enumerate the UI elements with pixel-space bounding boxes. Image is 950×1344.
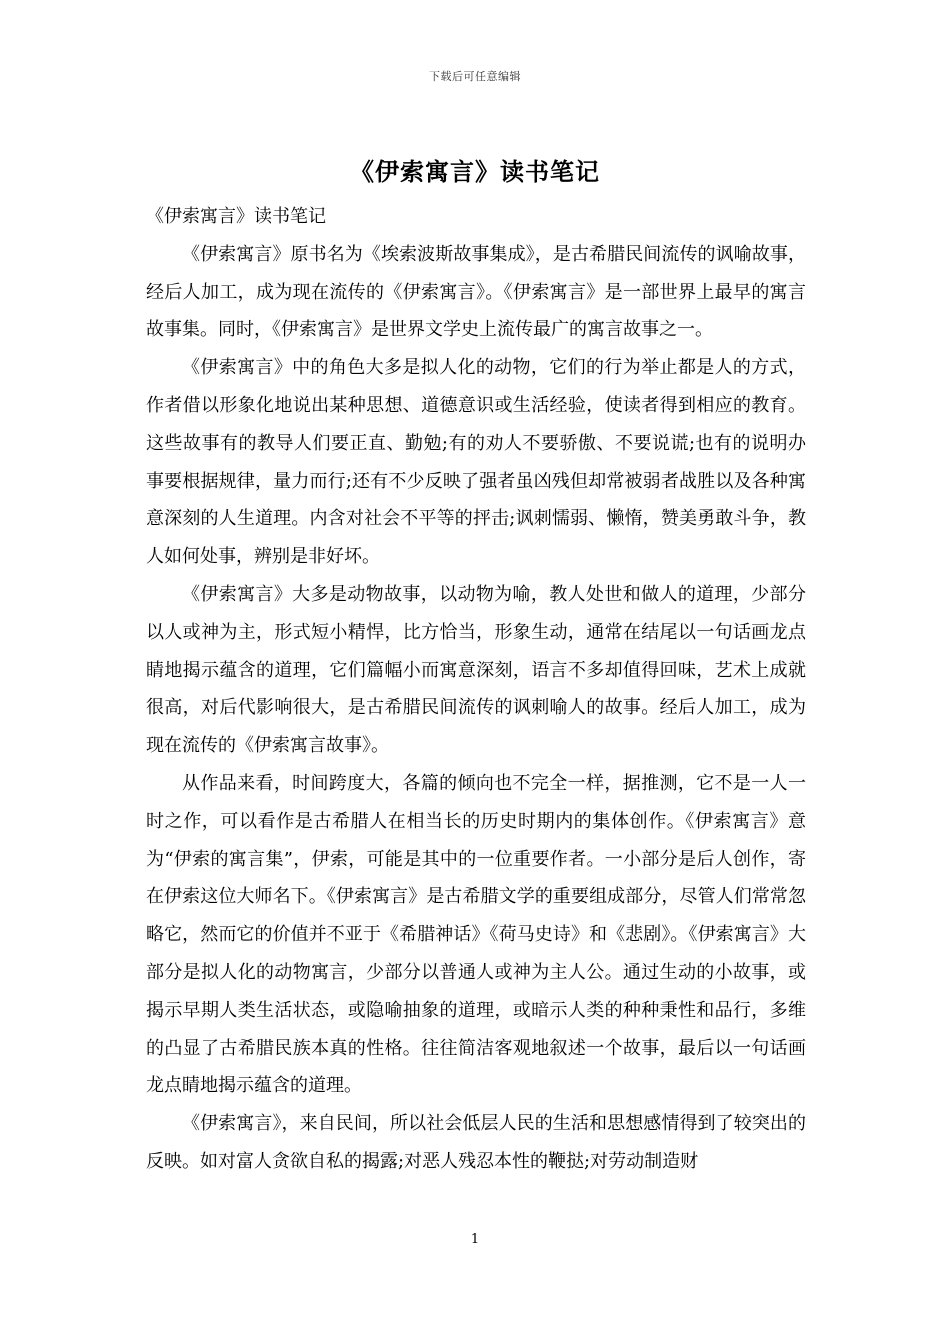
page-number: 1: [470, 1232, 480, 1247]
paragraph: 《伊索寓言》原书名为《埃索波斯故事集成》，是古希腊民间流传的讽喻故事，经后人加工，成为现在流传的《伊索寓言》。《伊索寓言》是一部世界上最早的寓言故事集。同时，《伊索寓言》是世界文学史上流传最广的寓言故事之一。: [146, 243, 806, 341]
paragraph: 《伊索寓言》中的角色大多是拟人化的动物，它们的行为举止都是人的方式，作者借以形象化地说出某种思想、道德意识或生活经验，使读者得到相应的教育。这些故事有的教导人们要正直、勤勉;有的劝人不要骄傲、不要说谎;也有的说明办事要根据规律，量力而行;还有不少反映了强者虽凶残但却常被弱者战胜以及各种寓意深刻的人生道理。内含对社会不平等的抨击;讽刺懦弱、懒惰，赞美勇敢斗争，教人如何处事，辨别是非好坏。: [146, 357, 806, 568]
paragraph: 从作品来看，时间跨度大，各篇的倾向也不完全一样，据推测，它不是一人一时之作，可以看作是古希腊人在相当长的历史时期内的集体创作。《伊索寓言》意为“伊索的寓言集”，伊索，可能是其中的一位重要作者。一小部分是后人创作，寄在伊索这位大师名下。《伊索寓言》是古希腊文学的重要组成部分，尽管人们常常忽略它，然而它的价值并不亚于《希腊神话》《荷马史诗》和《悲剧》。《伊索寓言》大部分是拟人化的动物寓言，少部分以普通人或神为主人公。通过生动的小故事，或揭示早期人类生活状态，或隐喻抽象的道理，或暗示人类的种种秉性和品行，多维的凸显了古希腊民族本真的性格。往往简洁客观地叙述一个故事，最后以一句话画龙点睛地揭示蕴含的道理。: [146, 772, 806, 1097]
document-title: 《伊索寓言》读书笔记: [350, 157, 600, 186]
paragraph: 《伊索寓言》，来自民间，所以社会低层人民的生活和思想感情得到了较突出的反映。如对富人贪欲自私的揭露;对恶人残忍本性的鞭挞;对劳动制造财: [146, 1113, 806, 1172]
document-body: [146, 198, 806, 1181]
paragraph: 《伊索寓言》大多是动物故事，以动物为喻，教人处世和做人的道理，少部分以人或神为主，形式短小精悍，比方恰当，形象生动，通常在结尾以一句话画龙点睛地揭示蕴含的道理，它们篇幅小而寓意深刻，语言不多却值得回味，艺术上成就很高，对后代影响很大，是古希腊民间流传的讽刺喻人的故事。经后人加工，成为现在流传的《伊索寓言故事》。: [146, 583, 806, 757]
page-header-note: 下载后可任意编辑: [429, 70, 521, 83]
document-subtitle: 《伊索寓言》读书笔记: [146, 206, 326, 227]
